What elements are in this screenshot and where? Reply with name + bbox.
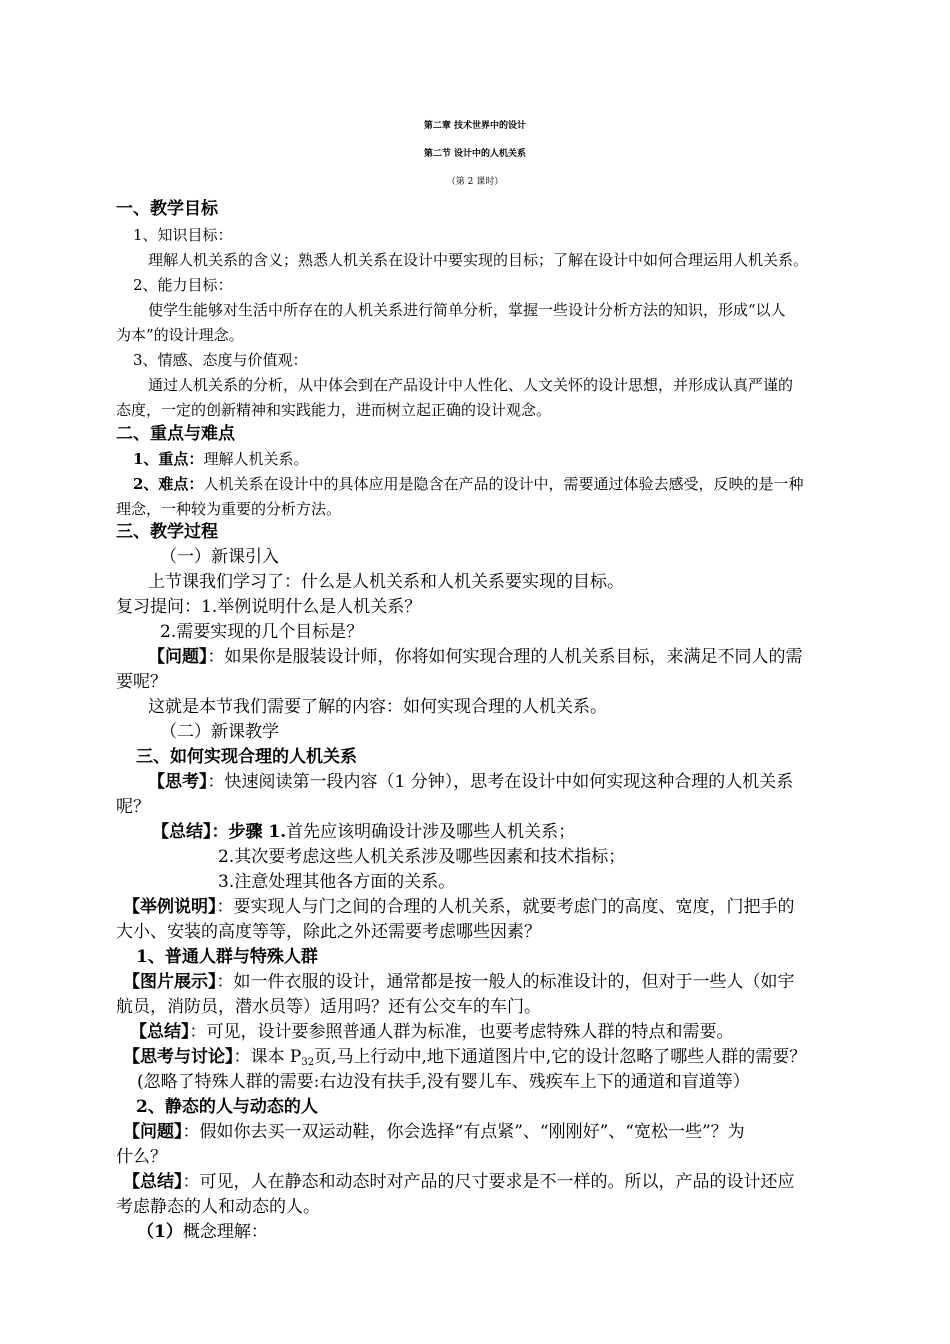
question-label: 【问题】 — [148, 647, 208, 667]
summary3-line1: 【总结】：可见，人在静态和动态时对产品的尺寸要求是不一样的。所以，产品的设计还应 — [123, 1172, 795, 1192]
summary-step3: 3.注意处理其他各方面的关系。 — [218, 872, 456, 892]
summary3-line2: 考虑静态的人和动态的人。 — [116, 1197, 320, 1217]
review-question-1: 复习提问：1.举例说明什么是人机关系？ — [116, 597, 422, 617]
ability-label: 2、能力目标： — [133, 276, 233, 294]
difficult-text-line2: 理念，一种较为重要的分析方法。 — [116, 500, 342, 518]
section-title: 第二节 设计中的人机关系 — [423, 149, 527, 159]
think-line2: 呢？ — [116, 797, 150, 817]
question-line2: 要呢？ — [116, 672, 167, 692]
goals-heading: 一、教学目标 — [116, 199, 218, 219]
key-text: 理解人机关系。 — [203, 450, 309, 468]
discussion-line: 【思考与讨论】：课本 $P_{32}$页,马上行动中,地下通道图片中,它的设计忽略了哪些人群的需要？ — [123, 1047, 807, 1068]
example-label: 【举例说明】 — [123, 897, 217, 917]
example-line1: 【举例说明】：要实现人与门之间的合理的人机关系，就要考虑门的高度、宽度，门把手的 — [123, 897, 795, 917]
picture-line2: 航员，消防员，潜水员等）适用吗？还有公交车的车门。 — [116, 997, 541, 1017]
summary3-label: 【总结】 — [123, 1172, 183, 1192]
emotion-text-line1: 通过人机关系的分析，从中体会到在产品设计中人性化、人文关怀的设计思想，并形成认真严谨的 — [148, 376, 794, 394]
process-heading: 三、教学过程 — [116, 522, 218, 542]
summary-step2: 2.其次要考虑这些人机关系涉及哪些因素和技术指标； — [218, 847, 626, 867]
knowledge-label: 1、知识目标： — [133, 226, 233, 244]
think-label: 【思考】 — [148, 772, 208, 792]
lesson-topic-line: 这就是本节我们需要了解的内容：如何实现合理的人机关系。 — [148, 697, 607, 717]
question2-label: 【问题】 — [123, 1122, 183, 1142]
emotion-label: 3、情感、态度与价值观： — [133, 351, 308, 369]
static-dynamic-heading: 2、静态的人与动态的人 — [136, 1097, 318, 1117]
ability-text-line1: 使学生能够对生活中所存在的人机关系进行简单分析，掌握一些设计分析方法的知识，形成“以人 — [148, 301, 786, 319]
review-question-2: 2.需要实现的几个目标是？ — [160, 622, 364, 642]
knowledge-text: 理解人机关系的含义；熟悉人机关系在设计中要实现的目标；了解在设计中如何合理运用人机关系。 — [148, 251, 809, 269]
intro-label: （一）新课引入 — [160, 547, 279, 567]
chapter-title: 第二章 技术世界中的设计 — [423, 121, 527, 131]
question-line1: 【问题】：如果你是服装设计师，你将如何实现合理的人机关系目标，来满足不同人的需 — [148, 647, 803, 667]
difficult-text-line1: 人机关系在设计中的具体应用是隐含在产品的设计中，需要通过体验去感受，反映的是一种 — [203, 475, 804, 493]
summary2-label: 【总结】 — [130, 1022, 190, 1042]
review-line: 上节课我们学习了：什么是人机关系和人机关系要实现的目标。 — [148, 572, 624, 592]
discussion-label: 【思考与讨论】 — [123, 1047, 234, 1067]
summary-step1: 【总结】：步骤 1.首先应该明确设计涉及哪些人机关系； — [152, 822, 576, 842]
lesson-subtitle: （第 2 课时） — [446, 177, 504, 187]
picture-line1: 【图片展示】：如一件衣服的设计，通常都是按一般人的标准设计的，但对于一些人（如宇 — [123, 972, 795, 992]
question2-line2: 什么？ — [116, 1147, 167, 1167]
subheading-how-to: 三、如何实现合理的人机关系 — [136, 747, 357, 767]
question2-line1: 【问题】：假如你去买一双运动鞋，你会选择“有点紧”、“刚刚好”、“宽松一些”？为 — [123, 1122, 745, 1142]
ability-text-line2: 为本”的设计理念。 — [116, 326, 244, 344]
summary2-line: 【总结】：可见，设计要参照普通人群为标准，也要考虑特殊人群的特点和需要。 — [130, 1022, 734, 1042]
example-line2: 大小、安装的高度等等，除此之外还需要考虑哪些因素？ — [116, 922, 541, 942]
difficult-label: 2、难点： — [133, 475, 204, 493]
difficult-point-line — [133, 477, 803, 492]
concept-label: （1） — [137, 1222, 183, 1242]
summary-label: 【总结】：步骤 1. — [152, 822, 287, 842]
picture-label: 【图片展示】 — [123, 972, 217, 992]
concept-line: （1）概念理解： — [137, 1222, 268, 1242]
think-line1: 【思考】：快速阅读第一段内容（1 分钟），思考在设计中如何实现这种合理的人机关系 — [148, 772, 794, 792]
new-lesson-label: （二）新课教学 — [160, 722, 279, 742]
key-label: 1、重点： — [133, 450, 204, 468]
key-point-line — [133, 452, 308, 467]
group-heading: 1、普通人群与特殊人群 — [136, 947, 318, 967]
emotion-text-line2: 态度，一定的创新精神和实践能力，进而树立起正确的设计观念。 — [116, 401, 552, 419]
discussion-answer: (忽略了特殊人群的需要:右边没有扶手,没有婴儿车、残疾车上下的通道和盲道等） — [137, 1072, 750, 1092]
keypoints-heading: 二、重点与难点 — [116, 424, 235, 444]
